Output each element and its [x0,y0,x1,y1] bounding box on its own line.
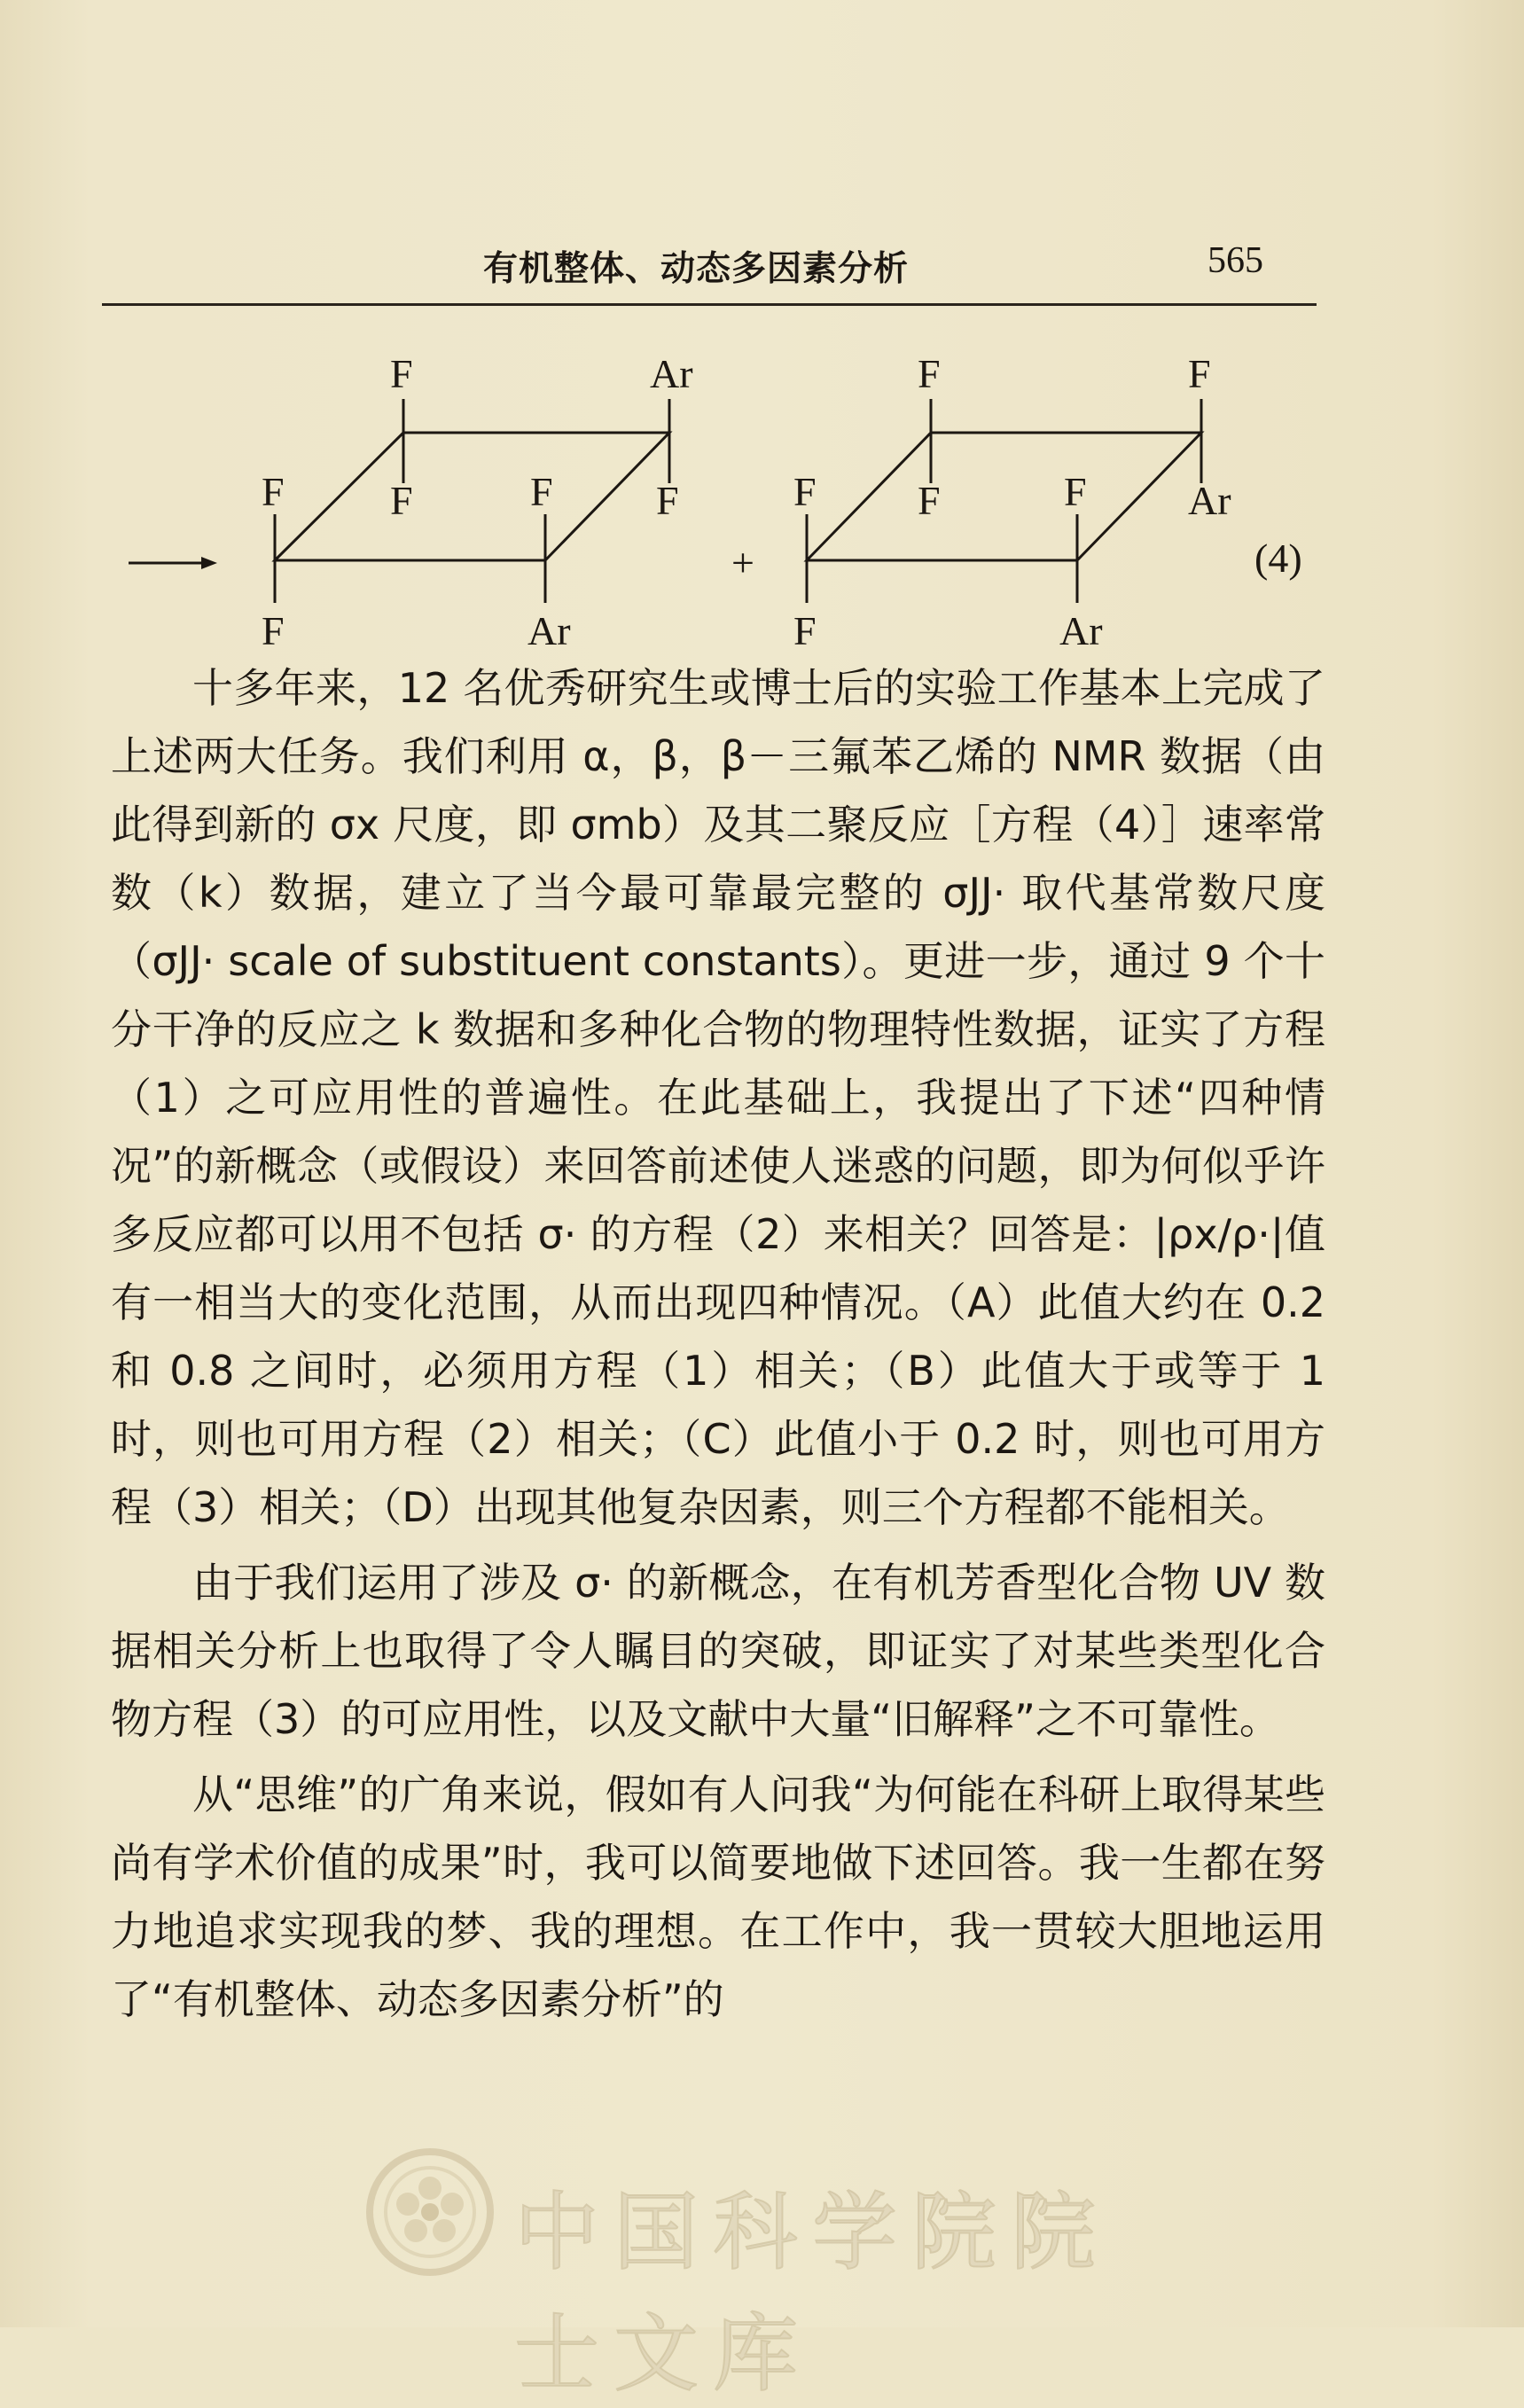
watermark-text: 中国科学院院士文库 [514,2183,1110,2404]
academy-seal-icon [363,2146,496,2279]
left-right-label: F [656,478,679,523]
running-title: 有机整体、动态多因素分析 [483,249,910,289]
paragraph-3: 从“思维”的广角来说，假如有人问我“为何能在科研上取得某些尚有学术价值的成果”时，我可以简要地做下述回答。我一生都在努力地追求实现我的梦、我的理想。在工作中，我一贯较大胆地运用了“有机整体、动态多因素分析”的 [111,1771,1325,2023]
left-bottom-left-label: F [262,608,285,653]
left-inner-left-label: F [390,478,413,523]
right-left-label: F [793,469,817,514]
body-text [111,654,1325,2041]
right-bottom-right-label: Ar [1059,608,1103,653]
right-top-right-label: F [1188,351,1211,396]
page-number: 565 [1207,240,1263,281]
reaction-arrow-head [201,557,217,569]
left-ring-bonds [275,433,669,560]
right-right-label: Ar [1188,478,1231,523]
right-top-left-label: F [918,351,941,396]
left-left-label: F [262,469,285,514]
right-inner-right-label: F [1064,469,1087,514]
reaction-scheme-svg [102,328,1343,656]
right-ring-bonds [807,433,1201,560]
left-top-left-label: F [390,351,413,396]
equation-number: (4) [1254,536,1302,581]
page-header [102,232,1317,306]
paragraph-1: 十多年来，12 名优秀研究生或博士后的实验工作基本上完成了上述两大任务。我们利用 α，β，β－三氟苯乙烯的 NMR 数据（由此得到新的 σx 尺度，即 σmb）及其二聚反应［方程（4）］速率常数（k）数据，建立了当今最可靠最完整的 σJJ· 取代基常数尺度（σJJ· scale of substituent constants）。更进一步，通过 9 个十分干净的反应之 k 数据和多种化合物的物理特性数据，证实了方程（1）之可应用性的普遍性。在此基础上，我提出了下述“四种情况”的新概念（或假设）来回答前述使人迷惑的问题，即为何似乎许多反应都可以用不包括 σ· 的方程（2）来相关？回答是：|ρx/ρ·|值有一相当大的变化范围，从而出现四种情况。（A）此值大约在 0.2 和 0.8 之间时，必须用方程（1）相关；（B）此值大于或等于 1 时，则也可用方程（2）相关；（C）此值小于 0.2 时，则也可用方程（3）相关；（D）出现其他复杂因素，则三个方程都不能相关。 [111,664,1325,1531]
right-bottom-left-label: F [793,608,817,653]
right-cyclobutane [793,351,1231,653]
left-cyclobutane [262,351,693,653]
left-bottom-right-label: Ar [528,608,571,653]
right-inner-left-label: F [918,478,941,523]
left-top-right-label: Ar [650,351,693,396]
paragraph-2: 由于我们运用了涉及 σ· 的新概念，在有机芳香型化合物 UV 数据相关分析上也取得了令人瞩目的突破，即证实了对某些类型化合物方程（3）的可应用性，以及文献中大量“旧解释”之不可靠性。 [111,1559,1325,1743]
plus-sign: + [731,540,754,585]
reaction-scheme [102,328,1343,656]
left-inner-right-label: F [530,469,553,514]
watermark [363,2146,1161,2404]
